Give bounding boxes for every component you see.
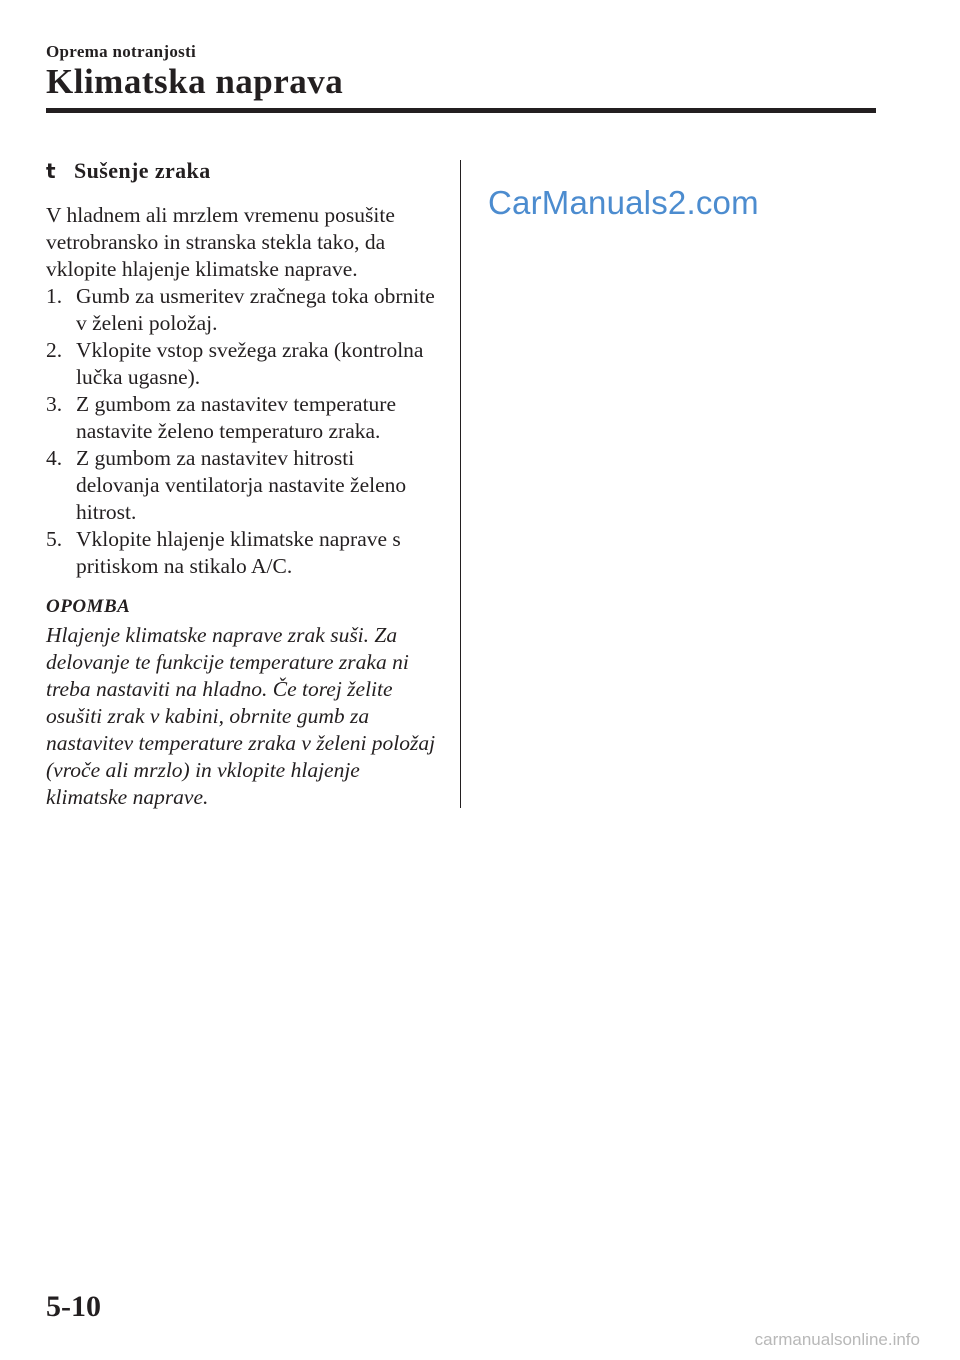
step-number: 1. (46, 284, 63, 308)
step-number: 5. (46, 527, 63, 551)
note-body: Hlajenje klimatske naprave zrak suši. Za delovanje te funkcije temperature zraka ni treba nastaviti na hladno. Če torej želite osušiti zrak v kabini, obrnite gumb za nastavitev temperature zraka v želeni položaj (vroče ali mrzlo) in vklopite hlajenje klimatske naprave. (46, 623, 436, 809)
footer-watermark: carmanualsonline.info (754, 1330, 920, 1349)
watermark-logo: CarManuals2.com (488, 184, 759, 221)
subheading (46, 158, 436, 192)
title-rule (46, 108, 876, 113)
list-item (46, 337, 436, 391)
list-item (46, 445, 436, 526)
list-item (46, 391, 436, 445)
section-bullet-icon: t (46, 159, 56, 183)
column-divider (460, 160, 461, 808)
step-text: Z gumbom za nastavitev hitrosti delovanja ventilatorja nastavite želeno hitrost. (76, 446, 407, 524)
list-item (46, 526, 436, 580)
left-column (46, 158, 436, 811)
step-number: 4. (46, 446, 63, 470)
page-title: Klimatska naprava (46, 62, 344, 101)
list-item (46, 283, 436, 337)
step-text: Z gumbom za nastavitev temperature nastavite želeno temperaturo zraka. (76, 392, 396, 443)
steps-list (46, 283, 436, 580)
step-text: Gumb za usmeritev zračnega toka obrnite v želeni položaj. (76, 284, 435, 335)
step-text: Vklopite vstop svežega zraka (kontrolna lučka ugasne). (76, 338, 424, 389)
page-number: 5-10 (46, 1290, 101, 1323)
section-label: Oprema notranjosti (46, 42, 197, 61)
subheading-text: Sušenje zraka (74, 158, 211, 183)
intro-paragraph: V hladnem ali mrzlem vremenu posušite vetrobransko in stranska stekla tako, da vklopite hlajenje klimatske naprave. (46, 203, 395, 281)
note-title: OPOMBA (46, 596, 131, 617)
step-number: 2. (46, 338, 63, 362)
step-number: 3. (46, 392, 63, 416)
step-text: Vklopite hlajenje klimatske naprave s pritiskom na stikalo A/C. (76, 527, 401, 578)
